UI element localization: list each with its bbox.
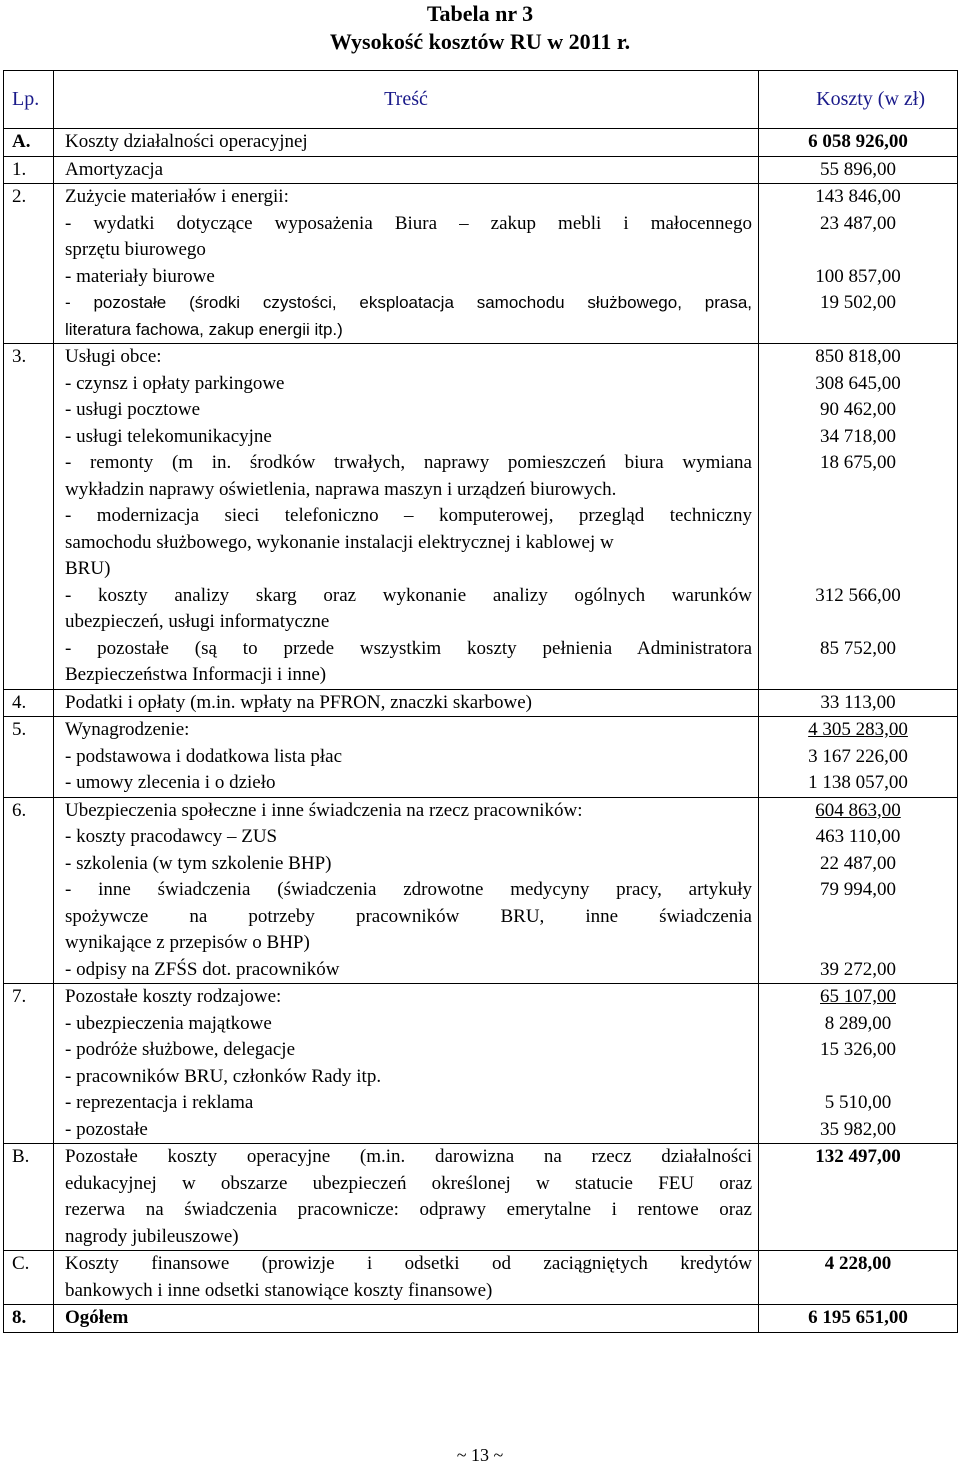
- amount-value: 18 675,00: [820, 452, 896, 473]
- description-line: Ogółem: [65, 1307, 129, 1328]
- description-line: - pozostałe: [65, 1118, 148, 1140]
- description-line: - podstawowa i dodatkowa lista płac: [65, 745, 343, 767]
- description-cell: [54, 717, 759, 798]
- amount-cell: [759, 984, 958, 1144]
- row-number-cell: [4, 1251, 54, 1305]
- amount-value: 4 228,00: [824, 1253, 892, 1274]
- description-cell: [54, 184, 759, 344]
- amount-value: 604 863,00: [815, 799, 901, 821]
- amount-value: 132 497,00: [815, 1146, 901, 1167]
- description-line: Amortyzacja: [65, 158, 164, 180]
- description-line: - inne świadczenia (świadczenia zdrowotne medycyny pracy, artykuły: [65, 879, 752, 900]
- header-tresc: Treść: [54, 71, 759, 129]
- amount-value: 55 896,00: [820, 158, 896, 180]
- amount-value: 85 752,00: [820, 637, 896, 659]
- table-row: [4, 984, 958, 1144]
- description-line: - podróże służbowe, delegacje: [65, 1039, 296, 1060]
- row-number: 1.: [12, 158, 27, 180]
- description-line: - usługi telekomunikacyjne: [65, 425, 272, 447]
- amount-value: [759, 317, 957, 344]
- row-number: A.: [12, 131, 31, 152]
- description-cell: [54, 344, 759, 690]
- description-line: - koszty pracodawcy – ZUS: [65, 826, 278, 847]
- table-row: [4, 689, 958, 717]
- description-line: Wynagrodzenie:: [65, 719, 190, 740]
- amount-value: [759, 1278, 957, 1305]
- description-line: wynikające z przepisów o BHP): [65, 932, 310, 953]
- amount-value: 8 289,00: [824, 1012, 892, 1034]
- description-line: - reprezentacja i reklama: [65, 1092, 254, 1113]
- description-line: bankowych i inne odsetki stanowiące koszty finansowe): [65, 1279, 493, 1301]
- amount-value: 143 846,00: [815, 186, 901, 207]
- description-line: literatura fachowa, zakup energii itp.): [65, 319, 343, 339]
- amount-value: 1 138 057,00: [808, 772, 908, 793]
- row-number-cell: [4, 689, 54, 717]
- amount-cell: [759, 1251, 958, 1305]
- amount-value: 308 645,00: [815, 372, 901, 394]
- row-number-cell: [4, 344, 54, 690]
- table-title: Wysokość kosztów RU w 2011 r.: [329, 29, 631, 54]
- amount-value: 6 058 926,00: [808, 131, 908, 152]
- amount-value: [759, 530, 957, 557]
- table-number: Tabela nr 3: [426, 1, 534, 26]
- costs-table: [3, 70, 958, 1333]
- amount-value: 5 510,00: [824, 1092, 892, 1113]
- description-line: - ubezpieczenia majątkowe: [65, 1012, 272, 1034]
- description-line: Usługi obce:: [65, 346, 162, 367]
- row-number: 8.: [12, 1307, 27, 1328]
- row-number: 2.: [12, 186, 27, 207]
- amount-cell: [759, 1144, 958, 1251]
- row-number: 4.: [12, 691, 27, 713]
- description-line: edukacyjnej w obszarze ubezpieczeń określonej w statucie FEU oraz: [65, 1172, 752, 1194]
- table-row: [4, 797, 958, 984]
- description-line: - szkolenia (w tym szkolenie BHP): [65, 852, 332, 874]
- amount-value: 463 110,00: [815, 826, 901, 847]
- page-number: ~ 13 ~: [456, 1445, 504, 1465]
- row-number-cell: [4, 717, 54, 798]
- amount-value: [759, 1197, 957, 1224]
- description-line: Koszty działalności operacyjnej: [65, 131, 308, 152]
- row-number-cell: [4, 797, 54, 984]
- header-koszty: Koszty (w zł): [759, 71, 958, 129]
- amount-cell: [759, 129, 958, 157]
- amount-cell: [759, 344, 958, 690]
- row-number-cell: [4, 129, 54, 157]
- amount-value: 19 502,00: [820, 292, 896, 313]
- description-line: Zużycie materiałów i energii:: [65, 186, 289, 207]
- description-line: - pozostałe (środki czystości, eksploatacja samochodu służbowego, prasa,: [65, 293, 752, 312]
- description-line: samochodu służbowego, wykonanie instalacji elektrycznej i kablowej w: [65, 531, 614, 553]
- table-row: [4, 1305, 958, 1333]
- description-line: - czynsz i opłaty parkingowe: [65, 372, 285, 394]
- description-line: wykładzin naprawy oświetlenia, naprawa maszyn i urządzeń biurowych.: [65, 478, 617, 500]
- amount-value: 312 566,00: [815, 584, 901, 606]
- description-line: Ubezpieczenia społeczne i inne świadczenia na rzecz pracowników:: [65, 799, 583, 821]
- amount-value: [759, 662, 957, 689]
- amount-value: [759, 609, 957, 636]
- table-row: [4, 1251, 958, 1305]
- amount-cell: [759, 689, 958, 717]
- description-line: - pracowników BRU, członków Rady itp.: [65, 1065, 382, 1087]
- description-line: - pozostałe (są to przede wszystkim koszty pełnienia Administratora: [65, 637, 752, 659]
- amount-value: [759, 477, 957, 504]
- description-line: Koszty finansowe (prowizje i odsetki od zaciągniętych kredytów: [65, 1253, 752, 1274]
- table-row: [4, 344, 958, 690]
- row-number-cell: [4, 156, 54, 184]
- description-cell: [54, 129, 759, 157]
- row-number-cell: [4, 1144, 54, 1251]
- description-line: rezerwa na świadczenia pracownicze: odprawy emerytalne i rentowe oraz: [65, 1199, 752, 1220]
- description-cell: [54, 1305, 759, 1333]
- amount-value: 33 113,00: [820, 691, 896, 713]
- table-row: [4, 156, 958, 184]
- description-line: sprzętu biurowego: [65, 239, 206, 260]
- description-cell: [54, 156, 759, 184]
- amount-cell: [759, 184, 958, 344]
- amount-value: 65 107,00: [820, 986, 896, 1007]
- amount-value: [759, 930, 957, 957]
- amount-value: 100 857,00: [815, 265, 901, 287]
- amount-value: 35 982,00: [820, 1118, 896, 1140]
- description-line: ubezpieczeń, usługi informatyczne: [65, 611, 330, 632]
- amount-value: 90 462,00: [820, 399, 896, 420]
- row-number: C.: [12, 1253, 30, 1274]
- amount-value: 3 167 226,00: [808, 745, 908, 767]
- amount-cell: [759, 1305, 958, 1333]
- description-line: - modernizacja sieci telefoniczno – komputerowej, przegląd techniczny: [65, 505, 752, 526]
- row-number: 6.: [12, 799, 27, 821]
- row-number-cell: [4, 1305, 54, 1333]
- amount-value: 23 487,00: [820, 212, 896, 234]
- description-line: Bezpieczeństwa Informacji i inne): [65, 664, 327, 685]
- amount-value: 6 195 651,00: [808, 1307, 908, 1328]
- row-number: 3.: [12, 346, 27, 367]
- description-line: spożywcze na potrzeby pracowników BRU, inne świadczenia: [65, 905, 752, 927]
- amount-value: [759, 503, 957, 530]
- amount-value: 79 994,00: [820, 879, 896, 900]
- amount-value: [759, 1064, 957, 1091]
- description-line: - materiały biurowe: [65, 265, 215, 287]
- amount-value: 15 326,00: [820, 1039, 896, 1060]
- description-line: Pozostałe koszty rodzajowe:: [65, 986, 282, 1007]
- description-line: - umowy zlecenia i o dzieło: [65, 772, 276, 793]
- amount-value: 22 487,00: [820, 852, 896, 874]
- amount-cell: [759, 717, 958, 798]
- table-row: [4, 129, 958, 157]
- table-row: [4, 184, 958, 344]
- description-line: - remonty (m in. środków trwałych, naprawy pomieszczeń biura wymiana: [65, 452, 752, 473]
- description-line: - usługi pocztowe: [65, 399, 201, 420]
- row-number-cell: [4, 984, 54, 1144]
- description-line: BRU): [65, 558, 111, 579]
- row-number: 5.: [12, 719, 27, 740]
- table-row: [4, 1144, 958, 1251]
- amount-value: [759, 1171, 957, 1198]
- amount-value: 39 272,00: [820, 958, 896, 980]
- description-line: Pozostałe koszty operacyjne (m.in. darowizna na rzecz działalności: [65, 1146, 752, 1167]
- amount-value: [759, 556, 957, 583]
- description-cell: [54, 1144, 759, 1251]
- row-number: 7.: [12, 986, 27, 1007]
- table-row: [4, 717, 958, 798]
- description-line: - koszty analizy skarg oraz wykonanie analizy ogólnych warunków: [65, 584, 752, 606]
- amount-value: 4 305 283,00: [808, 719, 908, 740]
- row-number: B.: [12, 1146, 30, 1167]
- description-line: - wydatki dotyczące wyposażenia Biura – zakup mebli i małocennego: [65, 212, 752, 234]
- description-line: - odpisy na ZFŚS dot. pracowników: [65, 958, 340, 980]
- description-line: Podatki i opłaty (m.in. wpłaty na PFRON, znaczki skarbowe): [65, 691, 533, 713]
- header-lp: Lp.: [4, 71, 54, 129]
- amount-cell: [759, 156, 958, 184]
- description-cell: [54, 689, 759, 717]
- description-cell: [54, 797, 759, 984]
- amount-value: [759, 904, 957, 931]
- table-header-row: [4, 71, 958, 129]
- description-cell: [54, 1251, 759, 1305]
- amount-value: [759, 237, 957, 264]
- amount-cell: [759, 797, 958, 984]
- description-cell: [54, 984, 759, 1144]
- description-line: nagrody jubileuszowe): [65, 1225, 239, 1247]
- row-number-cell: [4, 184, 54, 344]
- amount-value: 34 718,00: [820, 425, 896, 447]
- amount-value: [759, 1224, 957, 1251]
- amount-value: 850 818,00: [815, 346, 901, 367]
